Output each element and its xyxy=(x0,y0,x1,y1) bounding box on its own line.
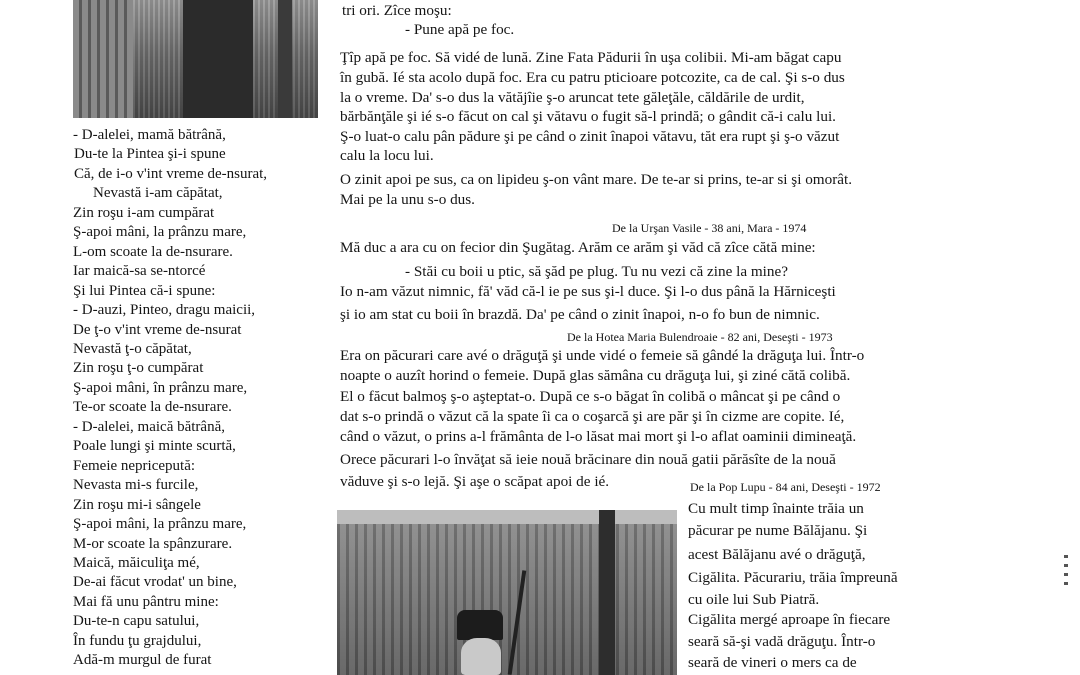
story4-line: Cu mult timp înainte trăia un xyxy=(688,500,864,517)
story1-line: calu la locu lui. xyxy=(340,147,434,164)
poem-line: Ş-apoi mâni, la prânzu mare, xyxy=(73,516,247,533)
story2-line: Mă duc a ara cu on fecior din Şugătag. Arăm ce arăm şi văd că zîce cătă mine: xyxy=(340,239,816,256)
story1-line: Ş-o luat-o calu pân pădure şi pe când o zinit înapoi vătavu, tăt era rupt şi ş-o văzut xyxy=(340,128,840,145)
poem-line: - D-alelei, mamă bătrână, xyxy=(73,127,226,143)
story3-line: dat s-o prindă o văzut că la spate îi ca o coşarcă şi are păr şi în cizme are copite. Ié, xyxy=(340,408,845,425)
photo-post xyxy=(278,0,292,118)
story4-line: acest Bălăjanu avé o drăguţă, xyxy=(688,546,866,563)
poem-line: Zin roşu ţ-o cumpărat xyxy=(73,360,204,377)
poem-line: Te-or scoate la de-nsurare. xyxy=(73,399,232,416)
photo-roof-edge xyxy=(337,510,677,524)
poem-line: Nevastă ţ-o căpătat, xyxy=(73,340,192,357)
poem-line: Du-te-n capu satului, xyxy=(73,613,200,630)
photo-person-face xyxy=(461,638,501,675)
poem-line: L-om scoate la de-nsurare. xyxy=(73,243,233,260)
story3-line: când o văzut, o prins a-l frământa de l-o lăsat mai mort şi l-o aflat oaminii dimineaţă. xyxy=(340,428,857,445)
poem-line: - D-auzi, Pinteo, dragu maicii, xyxy=(73,302,256,319)
story4-line: Cigălita mergé aproape în fiecare xyxy=(688,611,891,628)
top-left-photo xyxy=(73,0,318,118)
story3-line: Orece păcurari l-o învăţat să ieie nouă brăcinare din nouă gatii părăsîte de la nouă xyxy=(340,451,836,468)
poem-line: Iar maică-sa se-ntorcé xyxy=(73,263,206,280)
photo-doorway xyxy=(183,0,253,118)
story4-line: seară de vineri o mers ca de xyxy=(688,654,857,671)
poem-line: Zin roşu i-am cumpărat xyxy=(73,204,215,221)
poem-line: În fundu ţu grajdului, xyxy=(73,632,202,649)
story2-line: şi io am stat cu boii în brazdă. Da' pe când o zinit înapoi, n-o fo bun de nimnic. xyxy=(340,306,820,323)
photo-staff xyxy=(508,570,527,675)
poem-line: Du-te la Pintea şi-i spune xyxy=(74,146,226,163)
poem-line: Maică, măiculiţa mé, xyxy=(73,554,200,571)
story1-line: tri ori. Zîce moşu: xyxy=(342,2,452,19)
story4-line: seară să-şi vadă drăguţu. Într-o xyxy=(688,633,876,650)
scan-margin-marks xyxy=(1064,555,1068,589)
story3-source: De la Pop Lupu - 84 ani, Deseşti - 1972 xyxy=(690,480,881,494)
poem-line: Mai fă unu pântru mine: xyxy=(73,593,219,610)
story4-line: păcurar pe nume Bălăjanu. Şi xyxy=(688,522,868,539)
poem-line: Că, de i-o v'int vreme de-nsurat, xyxy=(74,165,268,182)
photo-wall-planks xyxy=(73,0,133,118)
story2-line: Io n-am văzut nimnic, fă' văd că-l ie pe sus şi-l duce. Şi l-o dus până la Hărniceşti xyxy=(340,283,836,300)
poem-line: Adă-m murgul de furat xyxy=(73,652,212,669)
poem-line: Nevasta mi-s furcile, xyxy=(73,477,199,494)
story3-line: El o făcut balmoş ş-o aşteptat-o. După ce s-o băgat în colibă o mâncat şi pe când o xyxy=(340,388,841,405)
story4-line: Cigălita. Păcurariu, trăia împreună xyxy=(688,569,898,586)
bottom-photo xyxy=(337,510,677,675)
story1-line: Mai pe la unu s-o dus. xyxy=(340,191,475,208)
poem-line: Zin roşu mi-i sângele xyxy=(73,496,201,513)
poem-line: Ş-apoi mâni, la prânzu mare, xyxy=(73,224,247,241)
poem-line: - D-alelei, maică bătrână, xyxy=(73,418,225,435)
story2-dialogue: - Stăi cu boii u ptic, să şăd pe plug. Tu nu vezi că zine la mine? xyxy=(405,263,788,280)
poem-line: Femeie nepricepută: xyxy=(73,457,196,474)
ballad-poem xyxy=(73,126,328,671)
poem-line: M-or scoate la spânzurare. xyxy=(73,535,233,552)
story1-dialogue: - Pune apă pe foc. xyxy=(405,21,515,38)
poem-line: Nevastă i-am căpătat, xyxy=(93,185,223,202)
photo-door-frame xyxy=(599,510,615,675)
story2-source: De la Hotea Maria Bulendroaie - 82 ani, Deseşti - 1973 xyxy=(567,330,833,344)
story3-line: văduve şi s-o lejă. Şi aşe o scăpat apoi de ié. xyxy=(340,473,610,490)
story1-line: O zinit apoi pe sus, ca on lipideu ş-on vânt mare. De te-ar si prins, te-ar si şi omorât. xyxy=(340,171,853,188)
story4-line: cu oile lui Sub Piatră. xyxy=(688,591,820,608)
story3-line: noapte o auzît horind o femeie. După glas sămâna cu drăguţa lui, şi ziné cătă colibă. xyxy=(340,367,851,384)
poem-line: De ţ-o v'int vreme de-nsurat xyxy=(73,321,242,338)
story1-source: De la Urşan Vasile - 38 ani, Mara - 1974 xyxy=(612,221,807,235)
poem-line: De-ai făcut vrodat' un bine, xyxy=(73,574,237,591)
story1-line: la o vreme. Da' s-o dus la vătăjîie ş-o aruncat tete găleţăle, căldările de urdit, xyxy=(340,89,805,106)
photo-person-hat xyxy=(457,610,503,640)
story3-line: Era on păcurari care avé o drăguţă şi unde vidé o femeie să gândé la drăguţa lui. Într-o xyxy=(340,347,865,364)
story1-line: în gubă. Ié sta acolo după foc. Era cu patru pticioare potcozite, ca de cal. Şi s-o dus xyxy=(340,69,845,86)
poem-line: Poale lungi şi minte scurtă, xyxy=(73,438,236,455)
story1-line: bărbănţăle şi ié s-o făcut on cal şi vătavu o fugit să-l prindă; o gândit că-i calu lui. xyxy=(340,108,836,125)
poem-line: Ş-apoi mâni, în prânzu mare, xyxy=(73,379,248,396)
story1-line: Ţîp apă pe foc. Să vidé de lună. Zine Fata Pădurii în uşa colibii. Mi-am băgat capu xyxy=(340,49,842,66)
poem-line: Şi lui Pintea că-i spune: xyxy=(73,282,216,299)
